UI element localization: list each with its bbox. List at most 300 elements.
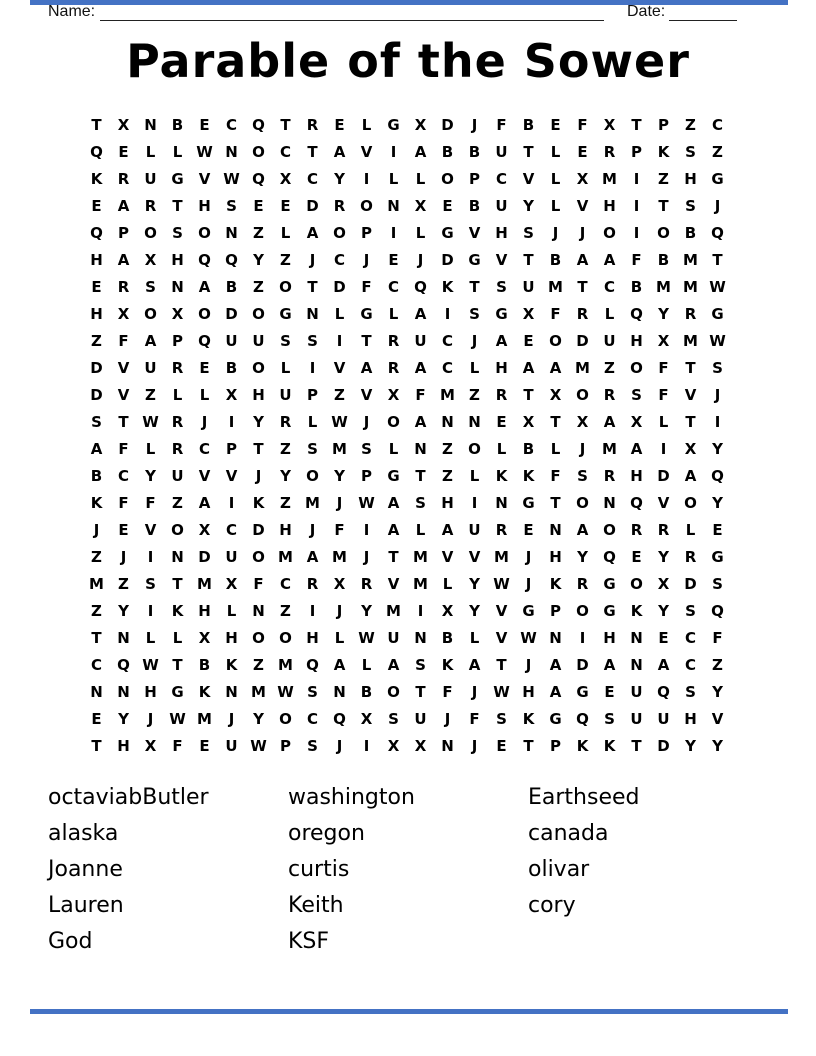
grid-cell: J xyxy=(525,548,532,566)
grid-cell: C xyxy=(117,467,129,485)
grid-cell: J xyxy=(471,683,478,701)
grid-cell: F xyxy=(253,575,264,593)
grid-cell: W xyxy=(196,143,213,161)
grid-cell: D xyxy=(441,116,454,134)
grid-cell: B xyxy=(468,197,481,215)
grid-cell: G xyxy=(468,251,481,269)
grid-cell: O xyxy=(252,629,265,647)
grid-cell: S xyxy=(280,332,291,350)
grid-cell: L xyxy=(469,629,480,647)
grid-cell: G xyxy=(171,170,184,188)
grid-cell: M xyxy=(494,548,509,566)
grid-cell: I xyxy=(579,629,586,647)
grid-cell: O xyxy=(630,359,643,377)
grid-cell: B xyxy=(684,224,697,242)
grid-cell: N xyxy=(549,521,562,539)
grid-cell: O xyxy=(171,521,184,539)
grid-cell: G xyxy=(576,683,589,701)
word-list-item: alaska xyxy=(48,820,119,846)
grid-cell: K xyxy=(630,602,643,620)
grid-cell: H xyxy=(495,224,508,242)
grid-cell: S xyxy=(496,710,507,728)
grid-cell: L xyxy=(442,575,453,593)
grid-cell: G xyxy=(711,170,724,188)
grid-cell: H xyxy=(495,359,508,377)
grid-cell: S xyxy=(523,224,534,242)
grid-cell: O xyxy=(198,224,211,242)
grid-cell: T xyxy=(307,143,318,161)
grid-cell: A xyxy=(549,359,562,377)
grid-cell: B xyxy=(225,278,238,296)
grid-cell: N xyxy=(495,494,508,512)
grid-cell: R xyxy=(576,575,589,593)
grid-cell: K xyxy=(576,737,589,755)
grid-cell: E xyxy=(334,116,345,134)
grid-cell: O xyxy=(630,575,643,593)
grid-cell: T xyxy=(415,683,426,701)
grid-cell: S xyxy=(496,278,507,296)
grid-cell: L xyxy=(550,143,561,161)
grid-cell: V xyxy=(360,143,373,161)
grid-cell: X xyxy=(144,737,157,755)
grid-cell: E xyxy=(442,197,453,215)
grid-cell: F xyxy=(550,305,561,323)
grid-cell: R xyxy=(630,521,643,539)
grid-cell: E xyxy=(280,197,291,215)
grid-cell: E xyxy=(658,629,669,647)
grid-cell: S xyxy=(307,683,318,701)
grid-cell: Y xyxy=(253,251,264,269)
grid-cell: Q xyxy=(306,656,319,674)
grid-cell: C xyxy=(684,629,696,647)
grid-cell: S xyxy=(415,494,426,512)
grid-cell: R xyxy=(603,386,616,404)
grid-cell: H xyxy=(306,629,319,647)
grid-cell: A xyxy=(360,359,373,377)
grid-cell: L xyxy=(469,467,480,485)
grid-cell: X xyxy=(684,440,697,458)
grid-cell: T xyxy=(172,656,183,674)
grid-cell: X xyxy=(144,251,157,269)
grid-cell: G xyxy=(549,710,562,728)
grid-cell: L xyxy=(145,440,156,458)
word-list-item: Lauren xyxy=(48,892,124,918)
grid-cell: D xyxy=(576,332,589,350)
grid-cell: B xyxy=(522,116,535,134)
grid-cell: N xyxy=(441,737,454,755)
grid-cell: T xyxy=(253,440,264,458)
grid-cell: O xyxy=(387,683,400,701)
grid-cell: V xyxy=(144,521,157,539)
grid-cell: R xyxy=(360,575,373,593)
grid-cell: F xyxy=(442,683,453,701)
grid-cell: O xyxy=(360,197,373,215)
grid-cell: T xyxy=(388,548,399,566)
grid-cell: A xyxy=(414,143,427,161)
grid-cell: R xyxy=(171,413,184,431)
grid-cell: A xyxy=(414,413,427,431)
grid-cell: G xyxy=(387,116,400,134)
grid-cell: C xyxy=(279,143,291,161)
grid-cell: H xyxy=(225,629,238,647)
grid-cell: I xyxy=(228,413,235,431)
grid-cell: M xyxy=(332,440,347,458)
grid-cell: E xyxy=(550,116,561,134)
grid-cell: P xyxy=(550,737,561,755)
grid-cell: T xyxy=(550,413,561,431)
grid-cell: M xyxy=(683,278,698,296)
grid-cell: Y xyxy=(712,683,723,701)
grid-cell: O xyxy=(279,710,292,728)
grid-cell: X xyxy=(387,386,400,404)
grid-cell: U xyxy=(171,467,184,485)
grid-cell: A xyxy=(387,521,400,539)
grid-cell: M xyxy=(683,332,698,350)
grid-cell: X xyxy=(117,305,130,323)
grid-cell: H xyxy=(90,251,103,269)
grid-cell: I xyxy=(147,548,154,566)
grid-cell: L xyxy=(145,143,156,161)
grid-cell: B xyxy=(441,629,454,647)
grid-cell: X xyxy=(657,575,670,593)
grid-cell: G xyxy=(711,548,724,566)
grid-cell: A xyxy=(333,143,346,161)
grid-cell: U xyxy=(630,710,643,728)
grid-cell: J xyxy=(201,413,208,431)
grid-cell: K xyxy=(522,710,535,728)
grid-cell: R xyxy=(495,521,508,539)
grid-cell: M xyxy=(197,575,212,593)
grid-cell: V xyxy=(360,386,373,404)
grid-cell: E xyxy=(91,710,102,728)
word-list-item: curtis xyxy=(288,856,350,882)
grid-cell: U xyxy=(603,332,616,350)
grid-cell: B xyxy=(549,251,562,269)
grid-cell: G xyxy=(441,224,454,242)
grid-cell: R xyxy=(387,332,400,350)
grid-cell: J xyxy=(309,521,316,539)
grid-cell: O xyxy=(468,440,481,458)
grid-cell: Q xyxy=(198,332,211,350)
grid-cell: I xyxy=(147,602,154,620)
grid-cell: E xyxy=(253,197,264,215)
grid-cell: G xyxy=(603,575,616,593)
grid-cell: K xyxy=(441,656,454,674)
grid-cell: P xyxy=(550,602,561,620)
grid-cell: I xyxy=(363,737,370,755)
grid-cell: G xyxy=(522,602,535,620)
grid-cell: B xyxy=(630,278,643,296)
grid-cell: C xyxy=(306,710,318,728)
grid-cell: Y xyxy=(469,575,480,593)
grid-cell: O xyxy=(684,494,697,512)
grid-cell: F xyxy=(118,494,129,512)
grid-cell: M xyxy=(251,683,266,701)
grid-cell: J xyxy=(471,332,478,350)
grid-cell: Z xyxy=(145,386,156,404)
grid-cell: Y xyxy=(118,710,129,728)
grid-cell: Z xyxy=(253,278,264,296)
grid-cell: G xyxy=(387,467,400,485)
grid-cell: R xyxy=(603,467,616,485)
grid-cell: L xyxy=(199,386,210,404)
grid-cell: R xyxy=(306,575,319,593)
grid-cell: U xyxy=(387,629,400,647)
grid-cell: K xyxy=(603,737,616,755)
grid-cell: I xyxy=(309,359,316,377)
grid-cell: A xyxy=(495,332,508,350)
word-list-column xyxy=(48,779,209,959)
grid-cell: B xyxy=(198,656,211,674)
grid-cell: I xyxy=(444,305,451,323)
word-list-item: Keith xyxy=(288,892,344,918)
grid-cell: J xyxy=(309,251,316,269)
grid-cell: C xyxy=(198,440,210,458)
grid-cell: F xyxy=(118,440,129,458)
grid-cell: E xyxy=(631,548,642,566)
grid-cell: F xyxy=(631,251,642,269)
grid-cell: J xyxy=(714,197,721,215)
grid-cell: L xyxy=(415,170,426,188)
grid-cell: W xyxy=(142,413,159,431)
date-blank-line xyxy=(669,0,737,21)
grid-cell: A xyxy=(117,197,130,215)
grid-cell: G xyxy=(603,602,616,620)
grid-cell: X xyxy=(657,332,670,350)
grid-cell: K xyxy=(657,143,670,161)
grid-cell: U xyxy=(225,737,238,755)
grid-cell: V xyxy=(711,710,724,728)
grid-cell: S xyxy=(307,440,318,458)
grid-cell: Z xyxy=(280,251,291,269)
grid-cell: Q xyxy=(252,170,265,188)
grid-cell: O xyxy=(333,224,346,242)
grid-cell: T xyxy=(523,386,534,404)
grid-cell: D xyxy=(576,656,589,674)
grid-cell: U xyxy=(144,170,157,188)
grid-cell: L xyxy=(280,224,291,242)
grid-cell: P xyxy=(280,737,291,755)
grid-cell: C xyxy=(711,116,723,134)
grid-cell: A xyxy=(603,413,616,431)
grid-cell: L xyxy=(145,629,156,647)
grid-cell: X xyxy=(225,386,238,404)
grid-cell: M xyxy=(683,251,698,269)
grid-cell: K xyxy=(252,494,265,512)
grid-cell: J xyxy=(579,224,586,242)
grid-cell: E xyxy=(91,197,102,215)
grid-cell: Y xyxy=(253,413,264,431)
grid-cell: T xyxy=(577,278,588,296)
grid-cell: M xyxy=(332,548,347,566)
grid-cell: R xyxy=(603,143,616,161)
grid-cell: D xyxy=(684,575,697,593)
grid-cell: Z xyxy=(604,359,615,377)
page-title: Parable of the Sower xyxy=(126,34,690,88)
grid-cell: H xyxy=(198,197,211,215)
grid-cell: B xyxy=(522,440,535,458)
grid-cell: J xyxy=(120,548,127,566)
word-list-item: God xyxy=(48,928,93,954)
grid-cell: Y xyxy=(523,197,534,215)
grid-cell: T xyxy=(523,737,534,755)
grid-cell: M xyxy=(602,170,617,188)
grid-cell: E xyxy=(523,521,534,539)
grid-cell: A xyxy=(90,440,103,458)
grid-cell: X xyxy=(360,710,373,728)
grid-cell: R xyxy=(684,548,697,566)
grid-cell: A xyxy=(657,656,670,674)
word-list-item: KSF xyxy=(288,928,330,954)
grid-cell: K xyxy=(198,683,211,701)
grid-cell: H xyxy=(630,467,643,485)
name-label: Name: xyxy=(48,3,96,20)
grid-cell: L xyxy=(226,602,237,620)
grid-cell: J xyxy=(552,224,559,242)
grid-cell: L xyxy=(388,170,399,188)
grid-cell: Q xyxy=(414,278,427,296)
grid-cell: T xyxy=(631,737,642,755)
grid-cell: I xyxy=(363,170,370,188)
grid-cell: F xyxy=(469,710,480,728)
grid-cell: A xyxy=(144,332,157,350)
grid-cell: L xyxy=(550,197,561,215)
grid-cell: Q xyxy=(90,143,103,161)
grid-cell: A xyxy=(549,656,562,674)
grid-cell: W xyxy=(331,413,348,431)
grid-cell: Q xyxy=(657,683,670,701)
grid-cell: L xyxy=(172,629,183,647)
grid-cell: X xyxy=(225,575,238,593)
grid-cell: K xyxy=(441,278,454,296)
grid-cell: N xyxy=(549,629,562,647)
grid-cell: A xyxy=(549,683,562,701)
grid-cell: G xyxy=(522,494,535,512)
grid-cell: T xyxy=(172,575,183,593)
word-list-column xyxy=(528,779,640,923)
grid-cell: A xyxy=(684,467,697,485)
grid-cell: H xyxy=(684,170,697,188)
grid-cell: F xyxy=(712,629,723,647)
grid-cell: N xyxy=(171,548,184,566)
grid-cell: M xyxy=(440,386,455,404)
grid-cell: K xyxy=(171,602,184,620)
grid-cell: L xyxy=(172,386,183,404)
grid-cell: K xyxy=(90,170,103,188)
grid-cell: A xyxy=(117,251,130,269)
grid-cell: N xyxy=(144,116,157,134)
grid-cell: U xyxy=(225,548,238,566)
grid-cell: R xyxy=(279,413,292,431)
grid-cell: X xyxy=(576,413,589,431)
grid-cell: O xyxy=(441,170,454,188)
grid-cell: Y xyxy=(118,602,129,620)
grid-cell: Y xyxy=(334,170,345,188)
grid-cell: R xyxy=(117,170,130,188)
grid-cell: J xyxy=(471,116,478,134)
grid-cell: S xyxy=(91,413,102,431)
grid-cell: P xyxy=(469,170,480,188)
grid-cell: N xyxy=(306,305,319,323)
grid-cell: T xyxy=(91,116,102,134)
word-list-item: cory xyxy=(528,892,576,918)
grid-cell: J xyxy=(363,251,370,269)
grid-cell: L xyxy=(334,305,345,323)
grid-cell: U xyxy=(414,332,427,350)
grid-cell: X xyxy=(576,170,589,188)
grid-cell: W xyxy=(277,683,294,701)
grid-cell: C xyxy=(387,278,399,296)
grid-cell: X xyxy=(333,575,346,593)
grid-cell: K xyxy=(522,467,535,485)
grid-cell: V xyxy=(387,575,400,593)
grid-cell: U xyxy=(414,710,427,728)
grid-cell: V xyxy=(198,170,211,188)
grid-cell: R xyxy=(684,305,697,323)
grid-cell: Z xyxy=(91,548,102,566)
grid-cell: N xyxy=(387,197,400,215)
grid-cell: C xyxy=(306,170,318,188)
grid-cell: C xyxy=(279,575,291,593)
grid-cell: W xyxy=(142,656,159,674)
grid-cell: S xyxy=(361,440,372,458)
grid-cell: T xyxy=(118,413,129,431)
grid-cell: R xyxy=(144,197,157,215)
grid-cell: O xyxy=(549,332,562,350)
grid-cell: T xyxy=(415,467,426,485)
grid-cell: P xyxy=(658,116,669,134)
grid-cell: T xyxy=(91,629,102,647)
grid-cell: P xyxy=(361,224,372,242)
grid-cell: A xyxy=(306,548,319,566)
grid-cell: Z xyxy=(280,494,291,512)
grid-cell: Q xyxy=(333,710,346,728)
grid-cell: M xyxy=(602,440,617,458)
grid-cell: R xyxy=(171,359,184,377)
grid-cell: H xyxy=(144,683,157,701)
grid-cell: S xyxy=(685,143,696,161)
grid-cell: X xyxy=(522,413,535,431)
grid-cell: W xyxy=(493,575,510,593)
grid-cell: I xyxy=(363,521,370,539)
grid-cell: S xyxy=(685,197,696,215)
grid-cell: W xyxy=(709,278,726,296)
grid-cell: H xyxy=(279,521,292,539)
grid-cell: M xyxy=(89,575,104,593)
grid-cell: Z xyxy=(712,143,723,161)
grid-cell: T xyxy=(91,737,102,755)
grid-cell: V xyxy=(522,170,535,188)
grid-cell: A xyxy=(198,278,211,296)
grid-cell: J xyxy=(714,386,721,404)
grid-cell: L xyxy=(550,170,561,188)
grid-cell: C xyxy=(441,359,453,377)
grid-cell: F xyxy=(361,278,372,296)
grid-cell: O xyxy=(387,413,400,431)
grid-cell: T xyxy=(280,116,291,134)
grid-cell: V xyxy=(198,467,211,485)
grid-cell: Y xyxy=(685,737,696,755)
grid-cell: L xyxy=(604,305,615,323)
grid-cell: Y xyxy=(712,440,723,458)
word-list-item: washington xyxy=(288,784,415,810)
grid-cell: N xyxy=(225,683,238,701)
grid-cell: H xyxy=(90,305,103,323)
grid-cell: S xyxy=(712,359,723,377)
grid-cell: N xyxy=(630,629,643,647)
grid-cell: I xyxy=(336,332,343,350)
grid-cell: T xyxy=(550,494,561,512)
